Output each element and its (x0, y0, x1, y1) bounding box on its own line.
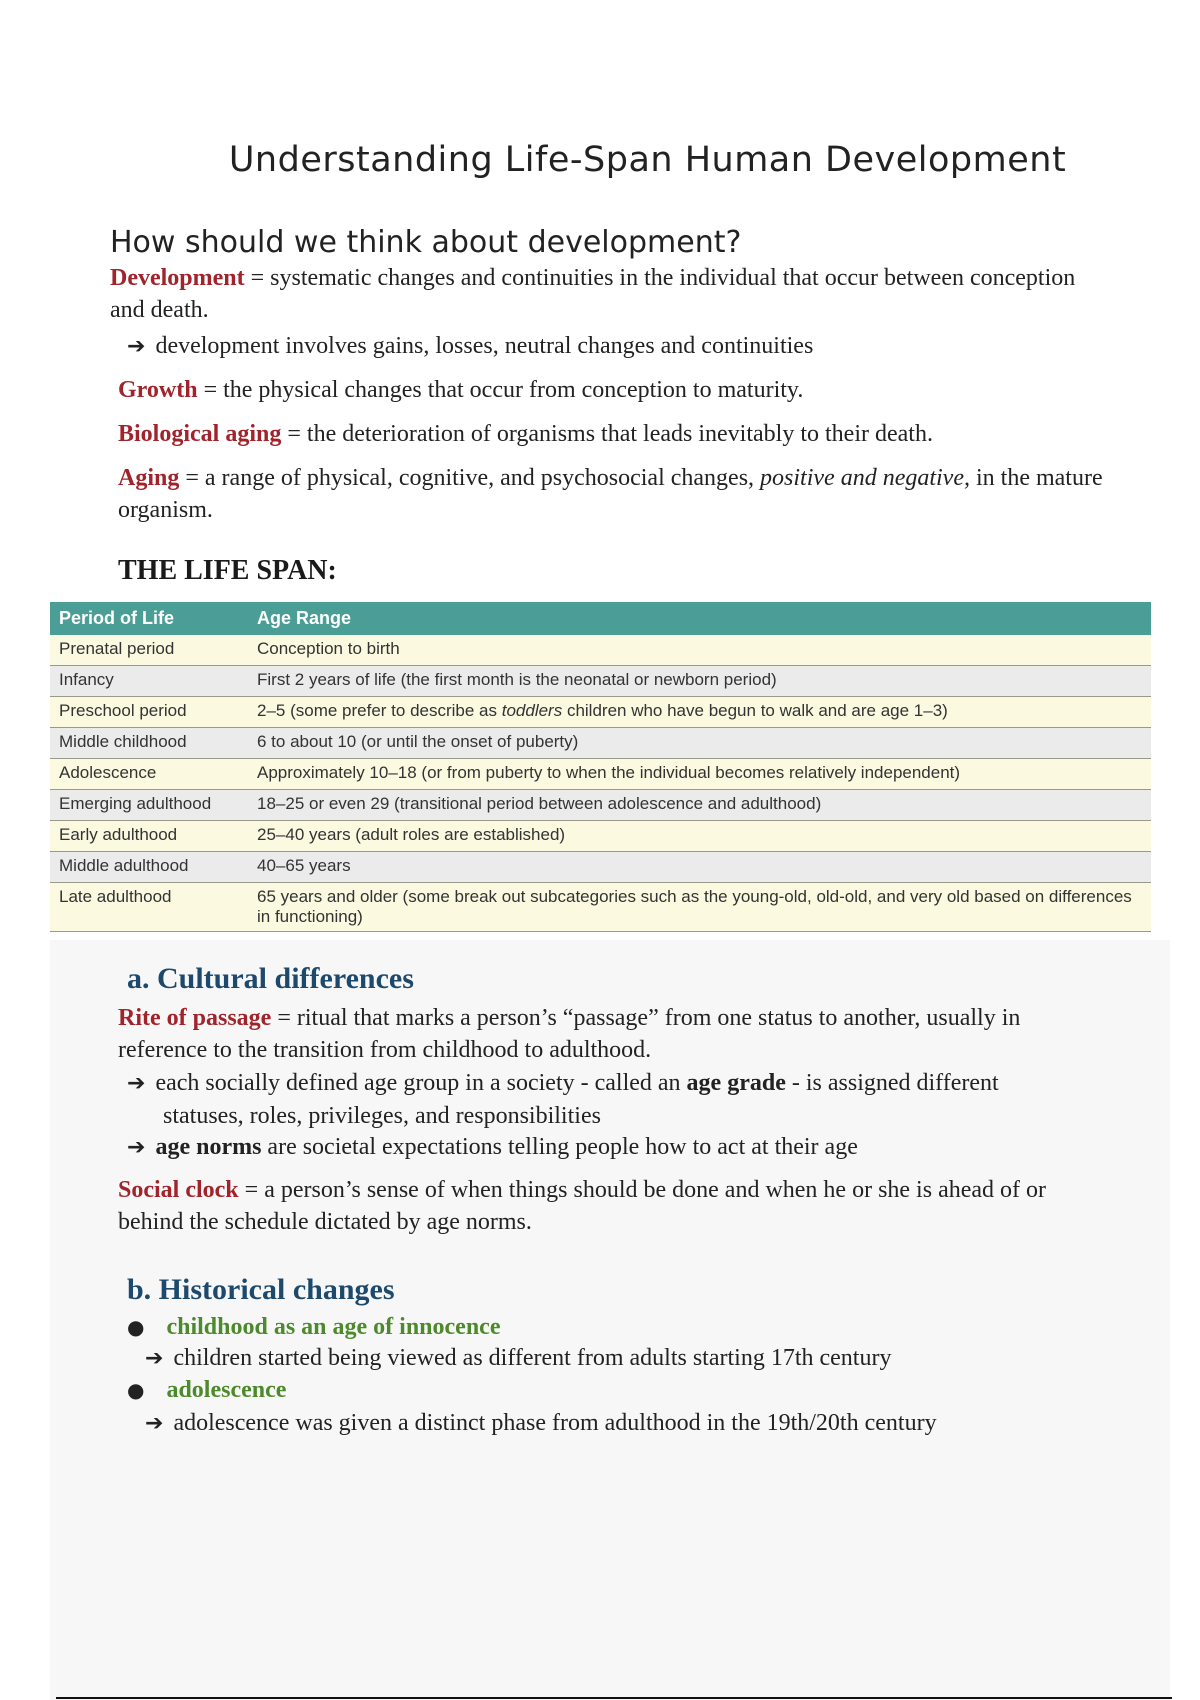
historical-item-2-note (145, 1407, 1065, 1440)
table-row (50, 852, 1151, 883)
range-cell: 40–65 years (248, 852, 1151, 883)
lifespan-table (50, 602, 1151, 932)
growth-definition (118, 374, 1098, 406)
range-text-b: children who have begun to walk and are age 1–3) (562, 701, 948, 720)
table-row (50, 728, 1151, 759)
aging-def-b: in the mature organism. (118, 465, 1103, 523)
development-term: Development (110, 265, 245, 291)
rite-def: = ritual that marks a person’s “passage” from one status to another, usually in reference to the transition from childhood to adulthood. (118, 1005, 1021, 1063)
age-grade-text-a: each socially defined age group in a society - called an (155, 1070, 687, 1096)
development-def: = systematic changes and continuities in the individual that occur between conception and death. (110, 265, 1076, 323)
lifespan-heading: THE LIFE SPAN: (118, 555, 337, 586)
age-grade-term: age grade (686, 1070, 786, 1096)
range-cell: Conception to birth (248, 635, 1151, 666)
table-row (50, 821, 1151, 852)
bottom-rule (56, 1697, 1172, 1699)
growth-def: = the physical changes that occur from conception to maturity. (197, 377, 804, 403)
bioaging-definition (118, 418, 1118, 450)
arrow-icon: ➔ (127, 1135, 146, 1160)
period-cell: Late adulthood (50, 883, 248, 932)
bioaging-def: = the deterioration of organisms that leads inevitably to their death. (281, 421, 933, 447)
range-cell: 65 years and older (some break out subcategories such as the young-old, old-old, and very old based on differences in functioning) (248, 883, 1151, 932)
table-row (50, 666, 1151, 697)
rite-term: Rite of passage (118, 1005, 272, 1031)
period-cell: Emerging adulthood (50, 790, 248, 821)
column-header-period: Period of Life (50, 602, 248, 635)
historical-item-1-text: childhood as an age of innocence (166, 1314, 501, 1340)
aging-term: Aging (118, 465, 180, 491)
development-definition (110, 262, 1090, 326)
social-clock-def: = a person’s sense of when things should be done and when he or she is ahead of or behind the schedule dictated by age norms. (118, 1177, 1047, 1235)
table-row (50, 635, 1151, 666)
table-header-row (50, 602, 1151, 635)
age-grade-note (127, 1067, 1063, 1132)
cultural-heading: a. Cultural differences (127, 962, 414, 995)
age-norms-term: age norms (155, 1134, 262, 1160)
age-norms-text: are societal expectations telling people how to act at their age (261, 1134, 858, 1160)
period-cell: Middle childhood (50, 728, 248, 759)
bullet-icon: ● (127, 1378, 145, 1402)
arrow-icon: ➔ (127, 1071, 146, 1096)
range-cell (248, 697, 1151, 728)
range-cell: Approximately 10–18 (or from puberty to when the individual becomes relatively independent) (248, 759, 1151, 790)
range-cell: 6 to about 10 (or until the onset of puberty) (248, 728, 1151, 759)
historical-item-1-note (145, 1342, 1045, 1375)
growth-term: Growth (118, 377, 198, 403)
subheading: How should we think about development? (110, 225, 742, 260)
range-text-a: 2–5 (some prefer to describe as (257, 701, 502, 720)
period-cell: Adolescence (50, 759, 248, 790)
period-cell: Middle adulthood (50, 852, 248, 883)
development-note (127, 330, 1027, 363)
period-cell: Early adulthood (50, 821, 248, 852)
bioaging-term: Biological aging (118, 421, 282, 447)
range-cell: 18–25 or even 29 (transitional period between adolescence and adulthood) (248, 790, 1151, 821)
arrow-icon: ➔ (145, 1411, 164, 1436)
age-norms-note (127, 1131, 1027, 1164)
range-cell: First 2 years of life (the first month is the neonatal or newborn period) (248, 666, 1151, 697)
page-title: Understanding Life-Span Human Development (228, 140, 1067, 180)
aging-def-a: = a range of physical, cognitive, and psychosocial changes, (179, 465, 761, 491)
aging-definition (118, 462, 1108, 526)
table-row (50, 790, 1151, 821)
aging-def-em: positive and negative, (760, 465, 970, 491)
historical-item-2 (127, 1374, 286, 1406)
range-text-em: toddlers (501, 701, 563, 720)
column-header-range: Age Range (248, 602, 1151, 635)
historical-item-1-note-text: children started being viewed as different from adults starting 17th century (173, 1345, 892, 1371)
historical-heading: b. Historical changes (127, 1273, 395, 1306)
development-note-text: development involves gains, losses, neutral changes and continuities (155, 333, 814, 359)
rite-definition (118, 1002, 1078, 1066)
historical-item-2-text: adolescence (166, 1377, 287, 1403)
range-cell: 25–40 years (adult roles are established) (248, 821, 1151, 852)
arrow-icon: ➔ (127, 334, 146, 359)
historical-item-2-note-text: adolescence was given a distinct phase from adulthood in the 19th/20th century (173, 1410, 937, 1436)
bullet-icon: ● (127, 1315, 145, 1339)
table-row (50, 697, 1151, 728)
arrow-icon: ➔ (145, 1346, 164, 1371)
social-clock-definition (118, 1174, 1078, 1238)
historical-item-1 (127, 1311, 500, 1343)
age-grade-text-b: - is assigned different statuses, roles, privileges, and responsibilities (163, 1070, 999, 1129)
social-clock-term: Social clock (118, 1177, 239, 1203)
table-row (50, 883, 1151, 932)
period-cell: Prenatal period (50, 635, 248, 666)
table-row (50, 759, 1151, 790)
period-cell: Infancy (50, 666, 248, 697)
period-cell: Preschool period (50, 697, 248, 728)
